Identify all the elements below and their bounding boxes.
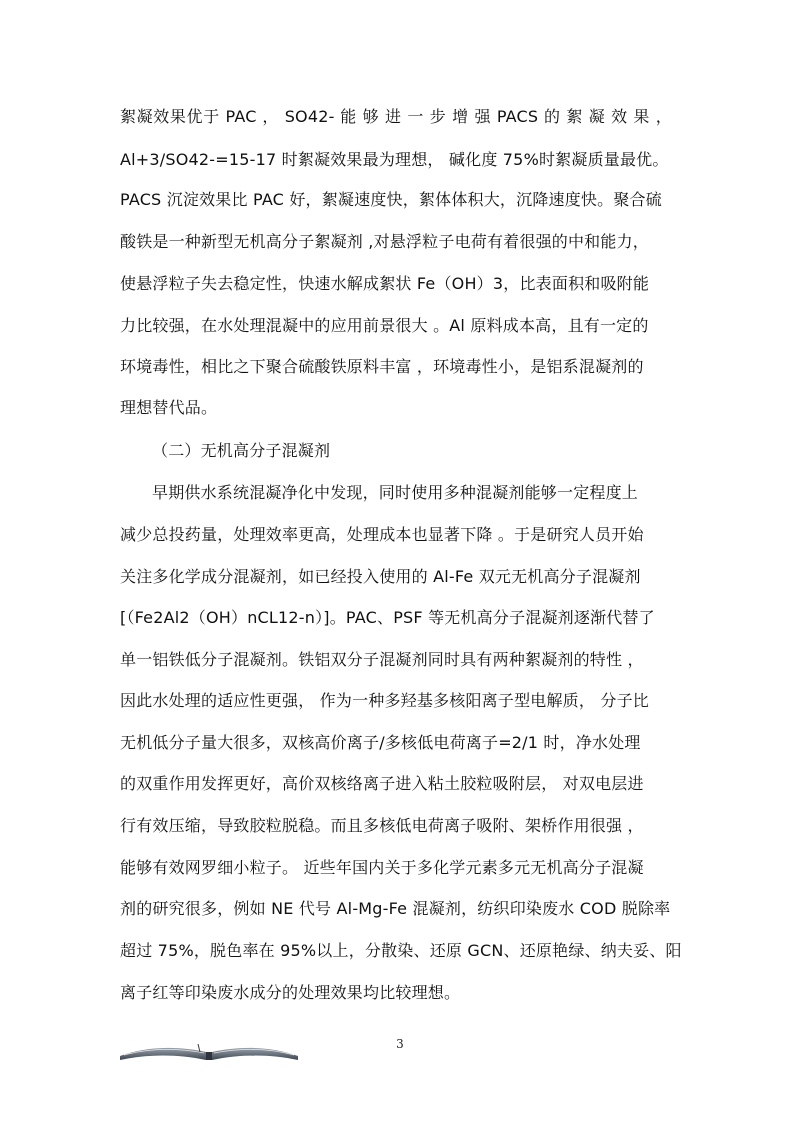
text-line: 酸铁是一种新型无机高分子絮凝剂 ,对悬浮粒子电荷有着很强的中和能力， bbox=[120, 232, 649, 251]
text-line: 的双重作用发挥更好，高价双核络离子进入粘土胶粒吸附层， 对双电层进 bbox=[120, 774, 644, 793]
text-line: 理想替代品。 bbox=[120, 398, 218, 417]
text-line: 环境毒性，相比之下聚合硫酸铁原料丰富 ，环境毒性小，是铝系混凝剂的 bbox=[120, 357, 644, 376]
text-line: 超过 75%，脱色率在 95%以上，分散染、还原 GCN、还原艳绿、纳夫妥、阳 bbox=[120, 941, 682, 960]
text-line: 离子红等印染废水成分的处理效果均比较理想。 bbox=[120, 983, 461, 1002]
text-line: 因此水处理的适应性更强， 作为一种多羟基多核阳离子型电解质， 分子比 bbox=[120, 691, 649, 710]
text-line: 无机低分子量大很多，双核高价离子/多核低电荷离子=2/1 时，净水处理 bbox=[120, 733, 641, 752]
text-line: 剂的研究很多，例如 NE 代号 Al-Mg-Fe 混凝剂，纺织印染废水 COD 脱除率 bbox=[120, 899, 671, 918]
text-line: 关注多化学成分混凝剂，如已经投入使用的 Al-Fe 双元无机高分子混凝剂 bbox=[120, 567, 641, 586]
text-line: 使悬浮粒子失去稳定性，快速水解成絮状 Fe（OH）3，比表面积和吸附能 bbox=[120, 274, 650, 293]
page-number: 3 bbox=[396, 1037, 404, 1051]
book-ornament-icon bbox=[118, 1040, 300, 1062]
text-line: 减少总投药量，处理效率更高，处理成本也显著下降 。于是研究人员开始 bbox=[120, 525, 644, 544]
text-line: 絮凝效果优于 PAC ， SO42- 能 够 进 一 步 增 强 PACS 的 絮 凝 效 果 ， bbox=[120, 107, 672, 126]
text-line: Al+3/SO42-=15-17 时絮凝效果最为理想， 碱化度 75%时絮凝质量最优。 bbox=[120, 150, 669, 169]
text-line: 早期供水系统混凝净化中发现，同时使用多种混凝剂能够一定程度上 bbox=[152, 483, 639, 502]
text-line: 力比较强，在水处理混凝中的应用前景很大 。Al 原料成本高，且有一定的 bbox=[120, 316, 649, 335]
section-heading: （二）无机高分子混凝剂 bbox=[152, 441, 331, 460]
text-line: PACS 沉淀效果比 PAC 好，絮凝速度快，絮体体积大，沉降速度快。聚合硫 bbox=[120, 190, 662, 209]
text-line: 单一铝铁低分子混凝剂。铁铝双分子混凝剂同时具有两种絮凝剂的特性 ， bbox=[120, 650, 644, 669]
text-line: 行有效压缩，导致胶粒脱稳。而且多核低电荷离子吸附、架桥作用很强 ， bbox=[120, 816, 644, 835]
text-line: 能够有效网罗细小粒子。 近些年国内关于多化学元素多元无机高分子混凝 bbox=[120, 858, 644, 877]
text-line: [（Fe2Al2（OH）nCL12-n）]。PAC、PSF 等无机高分子混凝剂逐渐代替了 bbox=[120, 608, 655, 627]
